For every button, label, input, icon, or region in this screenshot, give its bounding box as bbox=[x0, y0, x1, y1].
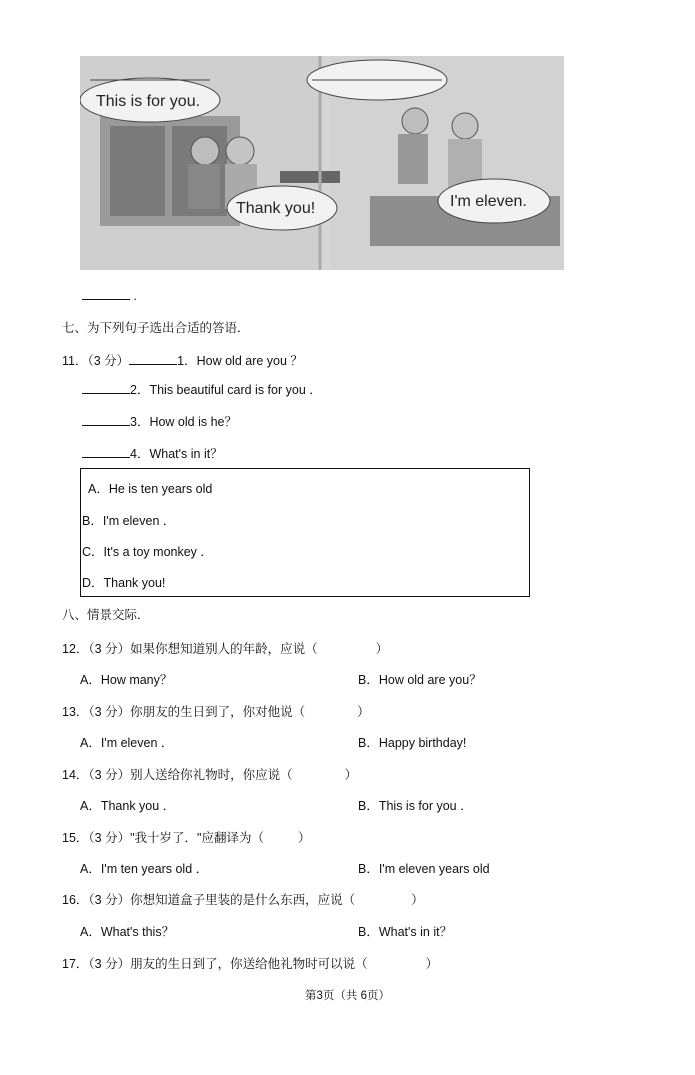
option-d: D．Thank you! bbox=[82, 576, 166, 590]
q12-option-a[interactable]: A．How many？ bbox=[80, 673, 173, 687]
q12-stem: 12．（3 分）如果你想知道别人的年龄，应说（ ） bbox=[62, 642, 389, 656]
q13-option-b[interactable]: B．Happy birthday! bbox=[358, 736, 467, 750]
q16-option-a[interactable]: A．What's this？ bbox=[80, 925, 175, 939]
option-a: A．He is ten years old bbox=[88, 482, 213, 496]
q13-stem: 13．（3 分）你朋友的生日到了，你对他说（ ） bbox=[62, 705, 370, 719]
bubble-middle-text: Thank you! bbox=[236, 200, 316, 217]
page-footer: 第3页（共 6页） bbox=[305, 990, 390, 1002]
section-8-title: 八、情景交际． bbox=[62, 608, 150, 622]
q16-stem: 16．（3 分）你想知道盒子里装的是什么东西，应说（ ） bbox=[62, 893, 424, 907]
q13-option-a[interactable]: A．I'm eleven ． bbox=[80, 736, 174, 750]
q14-stem: 14．（3 分）别人送给你礼物时，你应说（ ） bbox=[62, 768, 358, 782]
q14-option-a[interactable]: A．Thank you ． bbox=[80, 799, 176, 813]
q14-option-b[interactable]: B．This is for you ． bbox=[358, 799, 473, 813]
q15-option-a[interactable]: A．I'm ten years old ． bbox=[80, 862, 209, 876]
q12-option-b[interactable]: B．How old are you？ bbox=[358, 673, 482, 687]
q11-line-4: 4．What's in it？ bbox=[82, 444, 223, 462]
answer-blank[interactable] bbox=[82, 445, 130, 458]
q16-option-b[interactable]: B．What's in it？ bbox=[358, 925, 453, 939]
q11-line-3: 3．How old is he？ bbox=[82, 412, 237, 430]
answer-blank[interactable] bbox=[82, 413, 130, 426]
option-b: B．I'm eleven ． bbox=[82, 514, 176, 528]
q15-stem: 15．（3 分）"我十岁了．"应翻译为（ ） bbox=[62, 831, 311, 845]
answer-blank[interactable] bbox=[82, 381, 130, 394]
bubble-left-text: This is for you. bbox=[96, 93, 201, 110]
option-c: C．It's a toy monkey ． bbox=[82, 545, 213, 559]
answer-blank[interactable] bbox=[129, 352, 177, 365]
illustration bbox=[80, 56, 564, 270]
bubble-right-text: I'm eleven. bbox=[450, 193, 527, 210]
q10-answer-line: . bbox=[82, 287, 137, 303]
answer-blank[interactable] bbox=[82, 287, 130, 300]
section-7-title: 七、为下列句子选出合适的答语． bbox=[62, 321, 250, 335]
q11-line-1: 11．（3 分） 1．How old are you ？ bbox=[62, 354, 303, 368]
q11-line-2: 2．This beautiful card is for you ． bbox=[82, 380, 322, 398]
q17-stem: 17．（3 分）朋友的生日到了，你送给他礼物时可以说（ ） bbox=[62, 957, 439, 971]
q15-option-b[interactable]: B．I'm eleven years old bbox=[358, 862, 490, 876]
